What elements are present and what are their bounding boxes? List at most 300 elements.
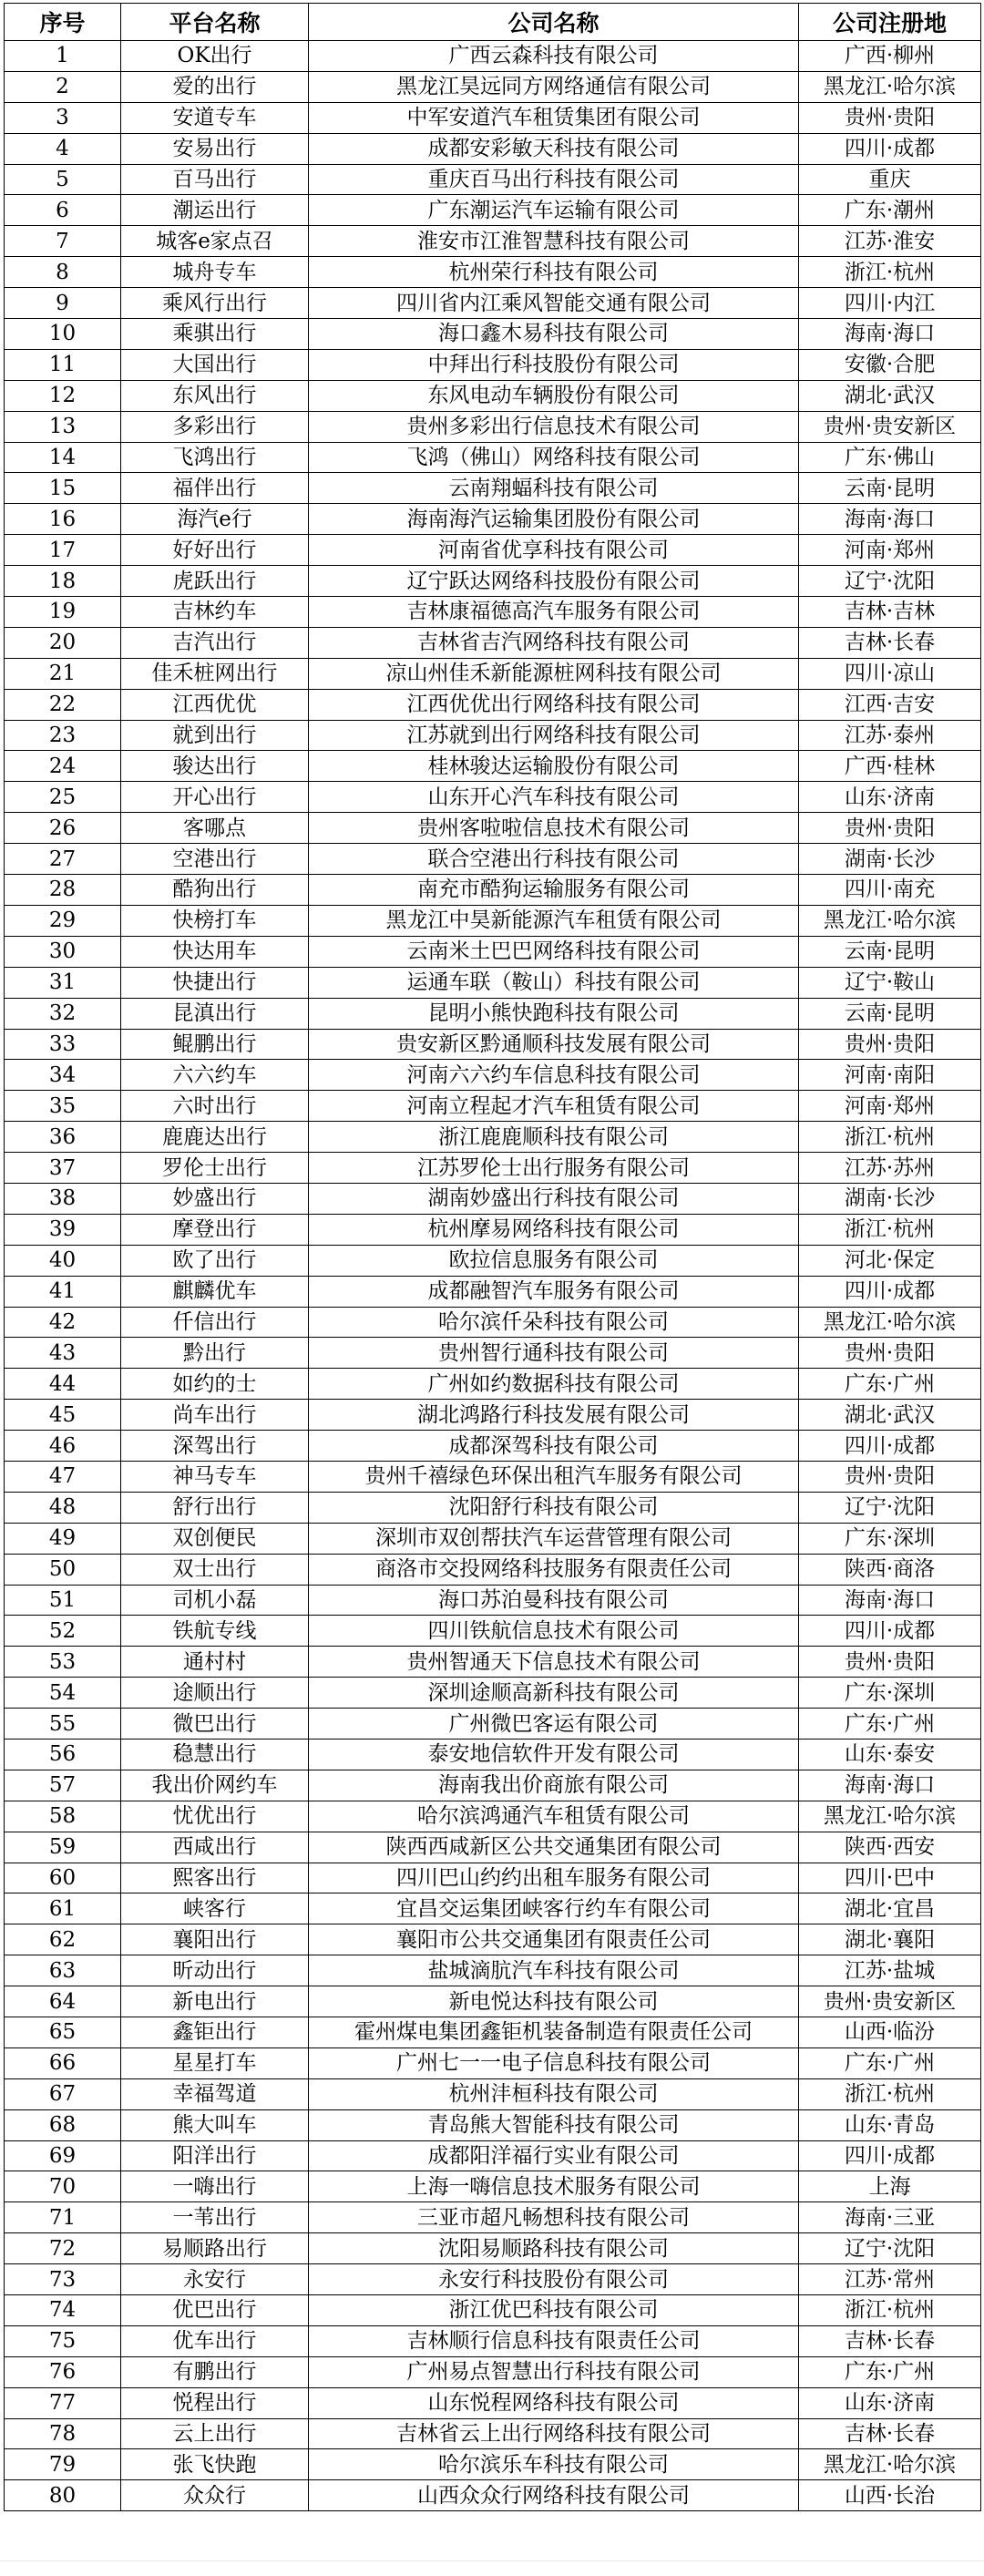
cell-index: 53 bbox=[5, 1647, 121, 1678]
table-row bbox=[5, 1523, 981, 1554]
cell-index: 60 bbox=[5, 1863, 121, 1894]
table-row bbox=[5, 1894, 981, 1924]
table-row bbox=[5, 2480, 981, 2511]
cell-platform-name: 优巴出行 bbox=[121, 2295, 309, 2326]
cell-platform-name: 舒行出行 bbox=[121, 1492, 309, 1523]
table-row bbox=[5, 2325, 981, 2356]
cell-index: 20 bbox=[5, 627, 121, 658]
cell-platform-name: 双创便民 bbox=[121, 1523, 309, 1554]
cell-index: 75 bbox=[5, 2325, 121, 2356]
cell-registered-location: 浙江·杭州 bbox=[799, 2295, 981, 2326]
table-row bbox=[5, 2418, 981, 2449]
cell-index: 18 bbox=[5, 566, 121, 597]
cell-platform-name: 快榜打车 bbox=[121, 905, 309, 936]
table-row bbox=[5, 2171, 981, 2202]
cell-index: 45 bbox=[5, 1400, 121, 1431]
table-row bbox=[5, 1153, 981, 1184]
table-row bbox=[5, 1400, 981, 1431]
table-row bbox=[5, 936, 981, 967]
table-row bbox=[5, 1924, 981, 1955]
cell-index: 30 bbox=[5, 936, 121, 967]
cell-index: 17 bbox=[5, 535, 121, 566]
cell-company-name: 河南六六约车信息科技有限公司 bbox=[309, 1060, 799, 1091]
cell-platform-name: 潮运出行 bbox=[121, 195, 309, 226]
cell-company-name: 贵安新区黔通顺科技发展有限公司 bbox=[309, 1029, 799, 1060]
cell-platform-name: 易顺路出行 bbox=[121, 2233, 309, 2264]
cell-company-name: 宜昌交运集团峡客行约车有限公司 bbox=[309, 1894, 799, 1924]
cell-registered-location: 河南·郑州 bbox=[799, 1091, 981, 1122]
cell-index: 15 bbox=[5, 473, 121, 504]
cell-company-name: 青岛熊大智能科技有限公司 bbox=[309, 2109, 799, 2140]
table-row bbox=[5, 380, 981, 411]
cell-platform-name: 飞鸿出行 bbox=[121, 442, 309, 473]
cell-platform-name: 鑫钜出行 bbox=[121, 2017, 309, 2048]
cell-platform-name: 乘风行出行 bbox=[121, 288, 309, 319]
cell-registered-location: 四川·成都 bbox=[799, 1431, 981, 1462]
cell-platform-name: 六时出行 bbox=[121, 1091, 309, 1122]
cell-company-name: 山东开心汽车科技有限公司 bbox=[309, 782, 799, 813]
cell-registered-location: 浙江·杭州 bbox=[799, 1122, 981, 1153]
cell-company-name: 贵州客啦啦信息技术有限公司 bbox=[309, 813, 799, 844]
cell-company-name: 淮安市江淮智慧科技有限公司 bbox=[309, 226, 799, 257]
cell-platform-name: 爱的出行 bbox=[121, 71, 309, 102]
table-row bbox=[5, 998, 981, 1029]
cell-company-name: 山西众众行网络科技有限公司 bbox=[309, 2480, 799, 2511]
table-row bbox=[5, 2233, 981, 2264]
cell-platform-name: 黔出行 bbox=[121, 1338, 309, 1369]
cell-platform-name: 东风出行 bbox=[121, 380, 309, 411]
cell-platform-name: 摩登出行 bbox=[121, 1214, 309, 1245]
table-row bbox=[5, 1770, 981, 1801]
cell-registered-location: 四川·凉山 bbox=[799, 658, 981, 689]
cell-registered-location: 云南·昆明 bbox=[799, 998, 981, 1029]
cell-company-name: 杭州摩易网络科技有限公司 bbox=[309, 1214, 799, 1245]
cell-registered-location: 河南·南阳 bbox=[799, 1060, 981, 1091]
cell-company-name: 南充市酷狗运输服务有限公司 bbox=[309, 875, 799, 906]
cell-index: 25 bbox=[5, 782, 121, 813]
cell-platform-name: 鲲鹏出行 bbox=[121, 1029, 309, 1060]
cell-company-name: 海口鑫木易科技有限公司 bbox=[309, 319, 799, 350]
cell-index: 47 bbox=[5, 1461, 121, 1492]
cell-index: 46 bbox=[5, 1431, 121, 1462]
cell-platform-name: 悦程出行 bbox=[121, 2387, 309, 2418]
cell-platform-name: 福伴出行 bbox=[121, 473, 309, 504]
cell-index: 66 bbox=[5, 2047, 121, 2078]
table-row bbox=[5, 473, 981, 504]
platform-company-table bbox=[4, 3, 981, 2511]
cell-index: 9 bbox=[5, 288, 121, 319]
document-page bbox=[4, 3, 981, 2511]
table-row bbox=[5, 905, 981, 936]
cell-index: 21 bbox=[5, 658, 121, 689]
cell-company-name: 贵州千禧绿色环保出租汽车服务有限公司 bbox=[309, 1461, 799, 1492]
cell-platform-name: 双士出行 bbox=[121, 1554, 309, 1585]
cell-company-name: 中拜出行科技股份有限公司 bbox=[309, 349, 799, 380]
cell-platform-name: 麒麟优车 bbox=[121, 1276, 309, 1307]
cell-platform-name: 熙客出行 bbox=[121, 1863, 309, 1894]
table-row bbox=[5, 627, 981, 658]
table-row bbox=[5, 1709, 981, 1740]
cell-registered-location: 贵州·贵安新区 bbox=[799, 411, 981, 442]
table-row bbox=[5, 2017, 981, 2048]
table-row bbox=[5, 2109, 981, 2140]
cell-registered-location: 重庆 bbox=[799, 164, 981, 195]
cell-index: 70 bbox=[5, 2171, 121, 2202]
cell-company-name: 杭州沣桓科技有限公司 bbox=[309, 2078, 799, 2109]
cell-index: 54 bbox=[5, 1678, 121, 1709]
table-row bbox=[5, 257, 981, 288]
table-row bbox=[5, 1585, 981, 1616]
cell-platform-name: 乘骐出行 bbox=[121, 319, 309, 350]
cell-platform-name: 安易出行 bbox=[121, 133, 309, 164]
cell-company-name: 广州微巴客运有限公司 bbox=[309, 1709, 799, 1740]
cell-index: 48 bbox=[5, 1492, 121, 1523]
table-row bbox=[5, 71, 981, 102]
cell-registered-location: 江苏·苏州 bbox=[799, 1153, 981, 1184]
table-row bbox=[5, 597, 981, 628]
table-row bbox=[5, 535, 981, 566]
table-row bbox=[5, 102, 981, 133]
cell-company-name: 河南省优享科技有限公司 bbox=[309, 535, 799, 566]
cell-registered-location: 广东·广州 bbox=[799, 2356, 981, 2387]
cell-registered-location: 四川·成都 bbox=[799, 1616, 981, 1647]
cell-registered-location: 四川·内江 bbox=[799, 288, 981, 319]
cell-index: 11 bbox=[5, 349, 121, 380]
cell-platform-name: 鹿鹿达出行 bbox=[121, 1122, 309, 1153]
cell-company-name: 哈尔滨鸿通汽车租赁有限公司 bbox=[309, 1801, 799, 1832]
cell-platform-name: 江西优优 bbox=[121, 689, 309, 720]
cell-registered-location: 海南·海口 bbox=[799, 1770, 981, 1801]
cell-company-name: 吉林省吉汽网络科技有限公司 bbox=[309, 627, 799, 658]
cell-platform-name: 好好出行 bbox=[121, 535, 309, 566]
cell-platform-name: 途顺出行 bbox=[121, 1678, 309, 1709]
table-row bbox=[5, 1431, 981, 1462]
table-row bbox=[5, 566, 981, 597]
cell-platform-name: 就到出行 bbox=[121, 720, 309, 751]
cell-registered-location: 江西·吉安 bbox=[799, 689, 981, 720]
table-row bbox=[5, 1616, 981, 1647]
cell-platform-name: 云上出行 bbox=[121, 2418, 309, 2449]
cell-company-name: 昆明小熊快跑科技有限公司 bbox=[309, 998, 799, 1029]
header-company-name: 公司名称 bbox=[309, 4, 799, 41]
cell-platform-name: 开心出行 bbox=[121, 782, 309, 813]
cell-platform-name: 星星打车 bbox=[121, 2047, 309, 2078]
cell-registered-location: 山西·临汾 bbox=[799, 2017, 981, 2048]
cell-company-name: 四川省内江乘风智能交通有限公司 bbox=[309, 288, 799, 319]
cell-index: 19 bbox=[5, 597, 121, 628]
cell-registered-location: 海南·海口 bbox=[799, 319, 981, 350]
cell-registered-location: 黑龙江·哈尔滨 bbox=[799, 905, 981, 936]
cell-registered-location: 浙江·杭州 bbox=[799, 257, 981, 288]
cell-platform-name: 空港出行 bbox=[121, 844, 309, 875]
cell-platform-name: 襄阳出行 bbox=[121, 1924, 309, 1955]
cell-company-name: 江西优优出行网络科技有限公司 bbox=[309, 689, 799, 720]
cell-company-name: 山东悦程网络科技有限公司 bbox=[309, 2387, 799, 2418]
cell-registered-location: 四川·成都 bbox=[799, 1276, 981, 1307]
cell-company-name: 凉山州佳禾新能源桩网科技有限公司 bbox=[309, 658, 799, 689]
cell-index: 13 bbox=[5, 411, 121, 442]
cell-index: 6 bbox=[5, 195, 121, 226]
cell-registered-location: 黑龙江·哈尔滨 bbox=[799, 71, 981, 102]
cell-index: 77 bbox=[5, 2387, 121, 2418]
cell-registered-location: 四川·成都 bbox=[799, 133, 981, 164]
cell-company-name: 江苏罗伦士出行服务有限公司 bbox=[309, 1153, 799, 1184]
cell-index: 5 bbox=[5, 164, 121, 195]
cell-registered-location: 广东·深圳 bbox=[799, 1523, 981, 1554]
cell-registered-location: 海南·海口 bbox=[799, 1585, 981, 1616]
cell-company-name: 霍州煤电集团鑫钜机装备制造有限责任公司 bbox=[309, 2017, 799, 2048]
table-row bbox=[5, 1369, 981, 1400]
cell-registered-location: 黑龙江·哈尔滨 bbox=[799, 1307, 981, 1338]
cell-index: 44 bbox=[5, 1369, 121, 1400]
cell-platform-name: 铁航专线 bbox=[121, 1616, 309, 1647]
cell-registered-location: 四川·成都 bbox=[799, 2140, 981, 2171]
cell-platform-name: 熊大叫车 bbox=[121, 2109, 309, 2140]
cell-index: 72 bbox=[5, 2233, 121, 2264]
cell-registered-location: 黑龙江·哈尔滨 bbox=[799, 1801, 981, 1832]
table-row bbox=[5, 2295, 981, 2326]
cell-company-name: 泰安地信软件开发有限公司 bbox=[309, 1739, 799, 1770]
cell-platform-name: 深驾出行 bbox=[121, 1431, 309, 1462]
cell-index: 73 bbox=[5, 2264, 121, 2295]
cell-index: 49 bbox=[5, 1523, 121, 1554]
cell-platform-name: 大国出行 bbox=[121, 349, 309, 380]
cell-registered-location: 山西·长治 bbox=[799, 2480, 981, 2511]
cell-index: 57 bbox=[5, 1770, 121, 1801]
header-platform-name: 平台名称 bbox=[121, 4, 309, 41]
table-row bbox=[5, 1338, 981, 1369]
cell-platform-name: 罗伦士出行 bbox=[121, 1153, 309, 1184]
cell-index: 79 bbox=[5, 2449, 121, 2480]
table-row bbox=[5, 813, 981, 844]
cell-company-name: 贵州多彩出行信息技术有限公司 bbox=[309, 411, 799, 442]
cell-registered-location: 江苏·盐城 bbox=[799, 1955, 981, 1986]
cell-registered-location: 广东·深圳 bbox=[799, 1678, 981, 1709]
cell-company-name: 成都安彩敏天科技有限公司 bbox=[309, 133, 799, 164]
cell-registered-location: 辽宁·鞍山 bbox=[799, 967, 981, 998]
cell-platform-name: 微巴出行 bbox=[121, 1709, 309, 1740]
cell-registered-location: 广东·广州 bbox=[799, 2047, 981, 2078]
cell-platform-name: 佳禾桩网出行 bbox=[121, 658, 309, 689]
cell-platform-name: 有鹏出行 bbox=[121, 2356, 309, 2387]
table-row bbox=[5, 349, 981, 380]
cell-index: 43 bbox=[5, 1338, 121, 1369]
table-row bbox=[5, 875, 981, 906]
cell-company-name: 江苏就到出行网络科技有限公司 bbox=[309, 720, 799, 751]
cell-company-name: 海口苏泊曼科技有限公司 bbox=[309, 1585, 799, 1616]
cell-company-name: 哈尔滨乐车科技有限公司 bbox=[309, 2449, 799, 2480]
cell-company-name: 湖南妙盛出行科技有限公司 bbox=[309, 1183, 799, 1214]
cell-registered-location: 江苏·淮安 bbox=[799, 226, 981, 257]
cell-registered-location: 上海 bbox=[799, 2171, 981, 2202]
cell-platform-name: 新电出行 bbox=[121, 1986, 309, 2017]
cell-platform-name: 百马出行 bbox=[121, 164, 309, 195]
table-row bbox=[5, 288, 981, 319]
table-row bbox=[5, 504, 981, 535]
cell-registered-location: 四川·南充 bbox=[799, 875, 981, 906]
cell-platform-name: 酷狗出行 bbox=[121, 875, 309, 906]
cell-platform-name: 张飞快跑 bbox=[121, 2449, 309, 2480]
cell-company-name: 桂林骏达运输股份有限公司 bbox=[309, 751, 799, 782]
cell-company-name: 吉林康福德高汽车服务有限公司 bbox=[309, 597, 799, 628]
cell-registered-location: 广东·广州 bbox=[799, 1369, 981, 1400]
cell-registered-location: 湖北·武汉 bbox=[799, 380, 981, 411]
cell-index: 34 bbox=[5, 1060, 121, 1091]
cell-company-name: 永安行科技股份有限公司 bbox=[309, 2264, 799, 2295]
table-row bbox=[5, 1554, 981, 1585]
cell-registered-location: 贵州·贵阳 bbox=[799, 1338, 981, 1369]
cell-registered-location: 海南·三亚 bbox=[799, 2202, 981, 2233]
cell-index: 12 bbox=[5, 380, 121, 411]
cell-index: 58 bbox=[5, 1801, 121, 1832]
cell-company-name: 浙江鹿鹿顺科技有限公司 bbox=[309, 1122, 799, 1153]
cell-registered-location: 辽宁·沈阳 bbox=[799, 2233, 981, 2264]
table-row bbox=[5, 2140, 981, 2171]
cell-company-name: 陕西西咸新区公共交通集团有限公司 bbox=[309, 1832, 799, 1863]
table-row bbox=[5, 1801, 981, 1832]
cell-index: 3 bbox=[5, 102, 121, 133]
cell-company-name: 深圳途顺高新科技有限公司 bbox=[309, 1678, 799, 1709]
cell-registered-location: 吉林·长春 bbox=[799, 2418, 981, 2449]
cell-company-name: 东风电动车辆股份有限公司 bbox=[309, 380, 799, 411]
cell-company-name: 联合空港出行科技有限公司 bbox=[309, 844, 799, 875]
table-row bbox=[5, 1307, 981, 1338]
table-row bbox=[5, 782, 981, 813]
cell-company-name: 广州七一一电子信息科技有限公司 bbox=[309, 2047, 799, 2078]
table-row bbox=[5, 1183, 981, 1214]
cell-company-name: 沈阳易顺路科技有限公司 bbox=[309, 2233, 799, 2264]
cell-registered-location: 山东·济南 bbox=[799, 2387, 981, 2418]
cell-registered-location: 吉林·吉林 bbox=[799, 597, 981, 628]
cell-company-name: 三亚市超凡畅想科技有限公司 bbox=[309, 2202, 799, 2233]
cell-company-name: 海南我出价商旅有限公司 bbox=[309, 1770, 799, 1801]
table-row bbox=[5, 844, 981, 875]
table-row bbox=[5, 1461, 981, 1492]
table-body bbox=[5, 41, 981, 2511]
cell-platform-name: 虎跃出行 bbox=[121, 566, 309, 597]
cell-company-name: 成都阳洋福行实业有限公司 bbox=[309, 2140, 799, 2171]
cell-company-name: 深圳市双创帮扶汽车运营管理有限公司 bbox=[309, 1523, 799, 1554]
cell-index: 27 bbox=[5, 844, 121, 875]
cell-index: 8 bbox=[5, 257, 121, 288]
table-row bbox=[5, 319, 981, 350]
cell-company-name: 四川铁航信息技术有限公司 bbox=[309, 1616, 799, 1647]
cell-registered-location: 海南·海口 bbox=[799, 504, 981, 535]
cell-registered-location: 陕西·西安 bbox=[799, 1832, 981, 1863]
cell-registered-location: 广西·桂林 bbox=[799, 751, 981, 782]
cell-company-name: 黑龙江昊远同方网络通信有限公司 bbox=[309, 71, 799, 102]
cell-registered-location: 贵州·贵阳 bbox=[799, 813, 981, 844]
cell-platform-name: 多彩出行 bbox=[121, 411, 309, 442]
cell-platform-name: 欧了出行 bbox=[121, 1245, 309, 1276]
cell-index: 31 bbox=[5, 967, 121, 998]
cell-index: 1 bbox=[5, 41, 121, 72]
table-row bbox=[5, 2449, 981, 2480]
table-row bbox=[5, 2202, 981, 2233]
cell-registered-location: 湖北·武汉 bbox=[799, 1400, 981, 1431]
cell-company-name: 运通车联（鞍山）科技有限公司 bbox=[309, 967, 799, 998]
cell-platform-name: 海汽e行 bbox=[121, 504, 309, 535]
cell-company-name: 浙江优巴科技有限公司 bbox=[309, 2295, 799, 2326]
cell-registered-location: 山东·青岛 bbox=[799, 2109, 981, 2140]
cell-company-name: 辽宁跃达网络科技股份有限公司 bbox=[309, 566, 799, 597]
cell-company-name: 贵州智通天下信息技术有限公司 bbox=[309, 1647, 799, 1678]
cell-registered-location: 四川·巴中 bbox=[799, 1863, 981, 1894]
cell-platform-name: 众众行 bbox=[121, 2480, 309, 2511]
cell-registered-location: 吉林·长春 bbox=[799, 627, 981, 658]
table-row bbox=[5, 967, 981, 998]
cell-registered-location: 河南·郑州 bbox=[799, 535, 981, 566]
cell-index: 7 bbox=[5, 226, 121, 257]
cell-index: 39 bbox=[5, 1214, 121, 1245]
cell-platform-name: 骏达出行 bbox=[121, 751, 309, 782]
cell-index: 24 bbox=[5, 751, 121, 782]
cell-registered-location: 山东·泰安 bbox=[799, 1739, 981, 1770]
cell-index: 55 bbox=[5, 1709, 121, 1740]
cell-index: 74 bbox=[5, 2295, 121, 2326]
cell-index: 42 bbox=[5, 1307, 121, 1338]
cell-platform-name: 忧优出行 bbox=[121, 1801, 309, 1832]
cell-index: 36 bbox=[5, 1122, 121, 1153]
cell-platform-name: 昆滇出行 bbox=[121, 998, 309, 1029]
cell-index: 63 bbox=[5, 1955, 121, 1986]
cell-platform-name: 客哪点 bbox=[121, 813, 309, 844]
cell-registered-location: 江苏·泰州 bbox=[799, 720, 981, 751]
cell-index: 26 bbox=[5, 813, 121, 844]
cell-registered-location: 广东·潮州 bbox=[799, 195, 981, 226]
cell-platform-name: 妙盛出行 bbox=[121, 1183, 309, 1214]
cell-platform-name: 城客e家点召 bbox=[121, 226, 309, 257]
table-row bbox=[5, 41, 981, 72]
cell-index: 50 bbox=[5, 1554, 121, 1585]
cell-index: 38 bbox=[5, 1183, 121, 1214]
cell-platform-name: 幸福驾道 bbox=[121, 2078, 309, 2109]
cell-registered-location: 贵州·贵阳 bbox=[799, 102, 981, 133]
cell-platform-name: OK出行 bbox=[121, 41, 309, 72]
cell-index: 62 bbox=[5, 1924, 121, 1955]
cell-index: 61 bbox=[5, 1894, 121, 1924]
cell-registered-location: 湖北·宜昌 bbox=[799, 1894, 981, 1924]
cell-index: 78 bbox=[5, 2418, 121, 2449]
cell-registered-location: 贵州·贵阳 bbox=[799, 1647, 981, 1678]
cell-index: 65 bbox=[5, 2017, 121, 2048]
cell-registered-location: 贵州·贵阳 bbox=[799, 1029, 981, 1060]
cell-index: 56 bbox=[5, 1739, 121, 1770]
cell-index: 69 bbox=[5, 2140, 121, 2171]
cell-registered-location: 山东·济南 bbox=[799, 782, 981, 813]
cell-registered-location: 河北·保定 bbox=[799, 1245, 981, 1276]
cell-registered-location: 浙江·杭州 bbox=[799, 2078, 981, 2109]
header-registered-location: 公司注册地 bbox=[799, 4, 981, 41]
cell-index: 41 bbox=[5, 1276, 121, 1307]
table-row bbox=[5, 2356, 981, 2387]
cell-company-name: 吉林省云上出行网络科技有限公司 bbox=[309, 2418, 799, 2449]
cell-company-name: 黑龙江中昊新能源汽车租赁有限公司 bbox=[309, 905, 799, 936]
cell-company-name: 广州如约数据科技有限公司 bbox=[309, 1369, 799, 1400]
cell-index: 22 bbox=[5, 689, 121, 720]
table-row bbox=[5, 1060, 981, 1091]
cell-index: 10 bbox=[5, 319, 121, 350]
cell-company-name: 海南海汽运输集团股份有限公司 bbox=[309, 504, 799, 535]
cell-registered-location: 贵州·贵安新区 bbox=[799, 1986, 981, 2017]
cell-index: 4 bbox=[5, 133, 121, 164]
cell-registered-location: 云南·昆明 bbox=[799, 936, 981, 967]
cell-platform-name: 昕动出行 bbox=[121, 1955, 309, 1986]
cell-registered-location: 安徽·合肥 bbox=[799, 349, 981, 380]
table-row bbox=[5, 1678, 981, 1709]
table-row bbox=[5, 1647, 981, 1678]
cell-index: 23 bbox=[5, 720, 121, 751]
